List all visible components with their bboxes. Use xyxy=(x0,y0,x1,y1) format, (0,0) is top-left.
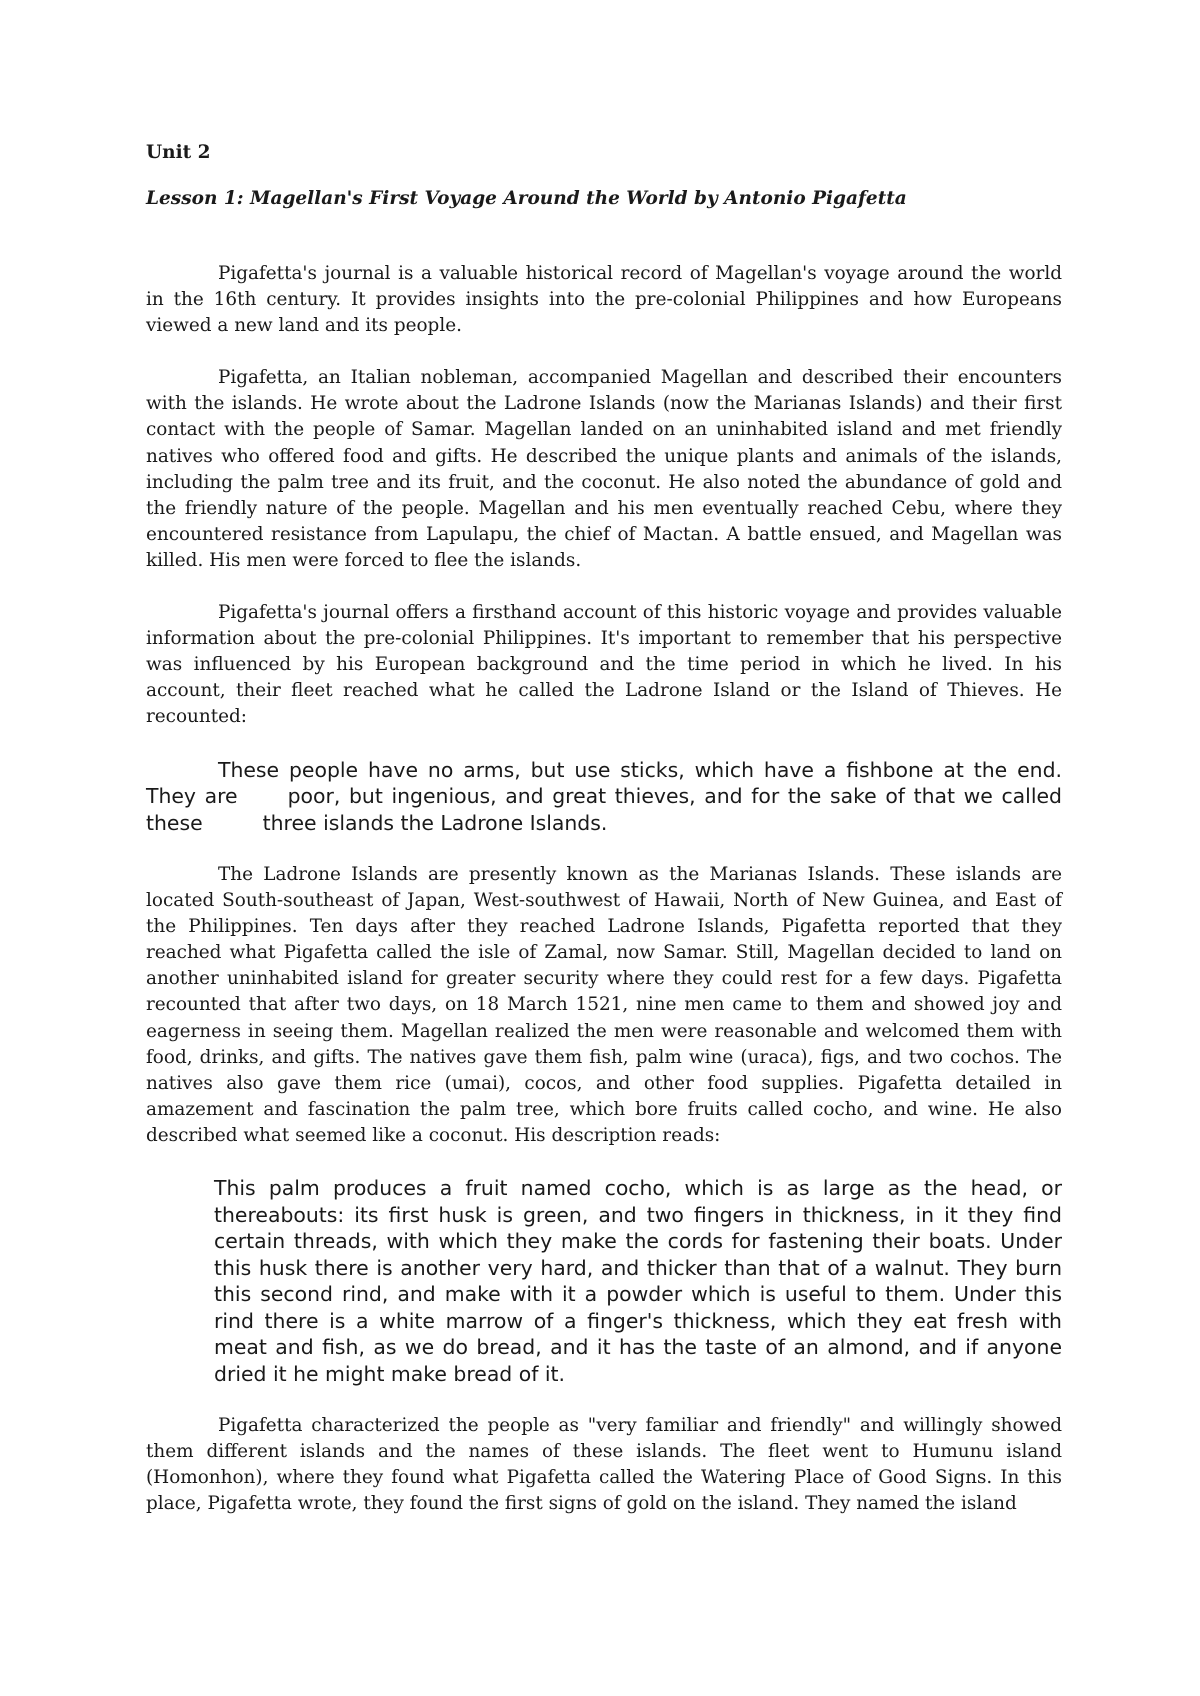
quote-ladrone-islands xyxy=(146,757,1062,837)
paragraph-intro: Pigafetta's journal is a valuable historical record of Magellan's voyage around the world in the 16th century. It provides insights into the pre-colonial Philippines and how Europeans viewed a new land and its people. xyxy=(146,263,1062,337)
document-body xyxy=(146,140,1062,1543)
quote-ladrone-part-2: poor, but ingenious, and great thieves, and for the sake of that we called these xyxy=(146,784,1062,835)
quote-ladrone-part-3: three islands the Ladrone Islands. xyxy=(262,810,608,835)
quote-cocho-palm: This palm produces a fruit named cocho, which is as large as the head, or thereabouts: its first husk is green, and two fingers in thickness, in it they find certain threads, with which they make the cords for fastening their boats. Under this husk there is another very hard, and thicker than that of a walnut. They burn this second rind, and make with it a powder which is useful to them. Under this rind there is a white marrow of a finger's thickness, which they eat fresh with meat and fish, as we do bread, and it has the taste of an almond, and if anyone dried it he might make bread of it. xyxy=(214,1176,1062,1386)
paragraph-account: Pigafetta's journal offers a firsthand account of this historic voyage and provides valuable information about the pre-colonial Philippines. It's important to remember that his perspective was influenced by his European background and the time period in which he lived. In his account, their fleet reached what he called the Ladrone Island or the Island of Thieves. He recounted: xyxy=(146,602,1062,728)
paragraph-marianas: The Ladrone Islands are presently known as the Marianas Islands. These islands are located South-southeast of Japan, West-southwest of Hawaii, North of New Guinea, and East of the Philippines. Ten days after they reached Ladrone Islands, Pigafetta reported that they reached what Pigafetta called the isle of Zamal, now Samar. Still, Magellan decided to land on another uninhabited island for greater security where they could rest for a few days. Pigafetta recounted that after two days, on 18 March 1521, nine men came to them and showed joy and eagerness in seeing them. Magellan realized the men were reasonable and welcomed them with food, drinks, and gifts. The natives gave them fish, palm wine (uraca), figs, and two cochos. The natives also gave them rice (umai), cocos, and other food supplies. Pigafetta detailed in amazement and fascination the palm tree, which bore fruits called cocho, and wine. He also described what seemed like a coconut. His description reads: xyxy=(146,864,1062,1146)
lesson-heading: Lesson 1: Magellan's First Voyage Around the World by Antonio Pigafetta xyxy=(146,188,907,209)
paragraph-summary: Pigafetta, an Italian nobleman, accompanied Magellan and described their encounters with the islands. He wrote about the Ladrone Islands (now the Marianas Islands) and their first contact with the people of Samar. Magellan landed on an uninhabited island and met friendly natives who offered food and gifts. He described the unique plants and animals of the islands, including the palm tree and its fruit, and the coconut. He also noted the abundance of gold and the friendly nature of the people. Magellan and his men eventually reached Cebu, where they encountered resistance from Lapulapu, the chief of Mactan. A battle ensued, and Magellan was killed. His men were forced to flee the islands. xyxy=(146,367,1062,571)
unit-heading: Unit 2 xyxy=(146,142,211,163)
paragraph-humunu: Pigafetta characterized the people as "very familiar and friendly" and willingly showed them different islands and the names of these islands. The fleet went to Humunu island (Homonhon), where they found what Pigafetta called the Watering Place of Good Signs. In this place, Pigafetta wrote, they found the first signs of gold on the island. They named the island xyxy=(146,1415,1062,1515)
quote-ladrone-part-1: These people have no arms, but use sticks, which have a fishbone at the end. They are xyxy=(146,757,1062,808)
